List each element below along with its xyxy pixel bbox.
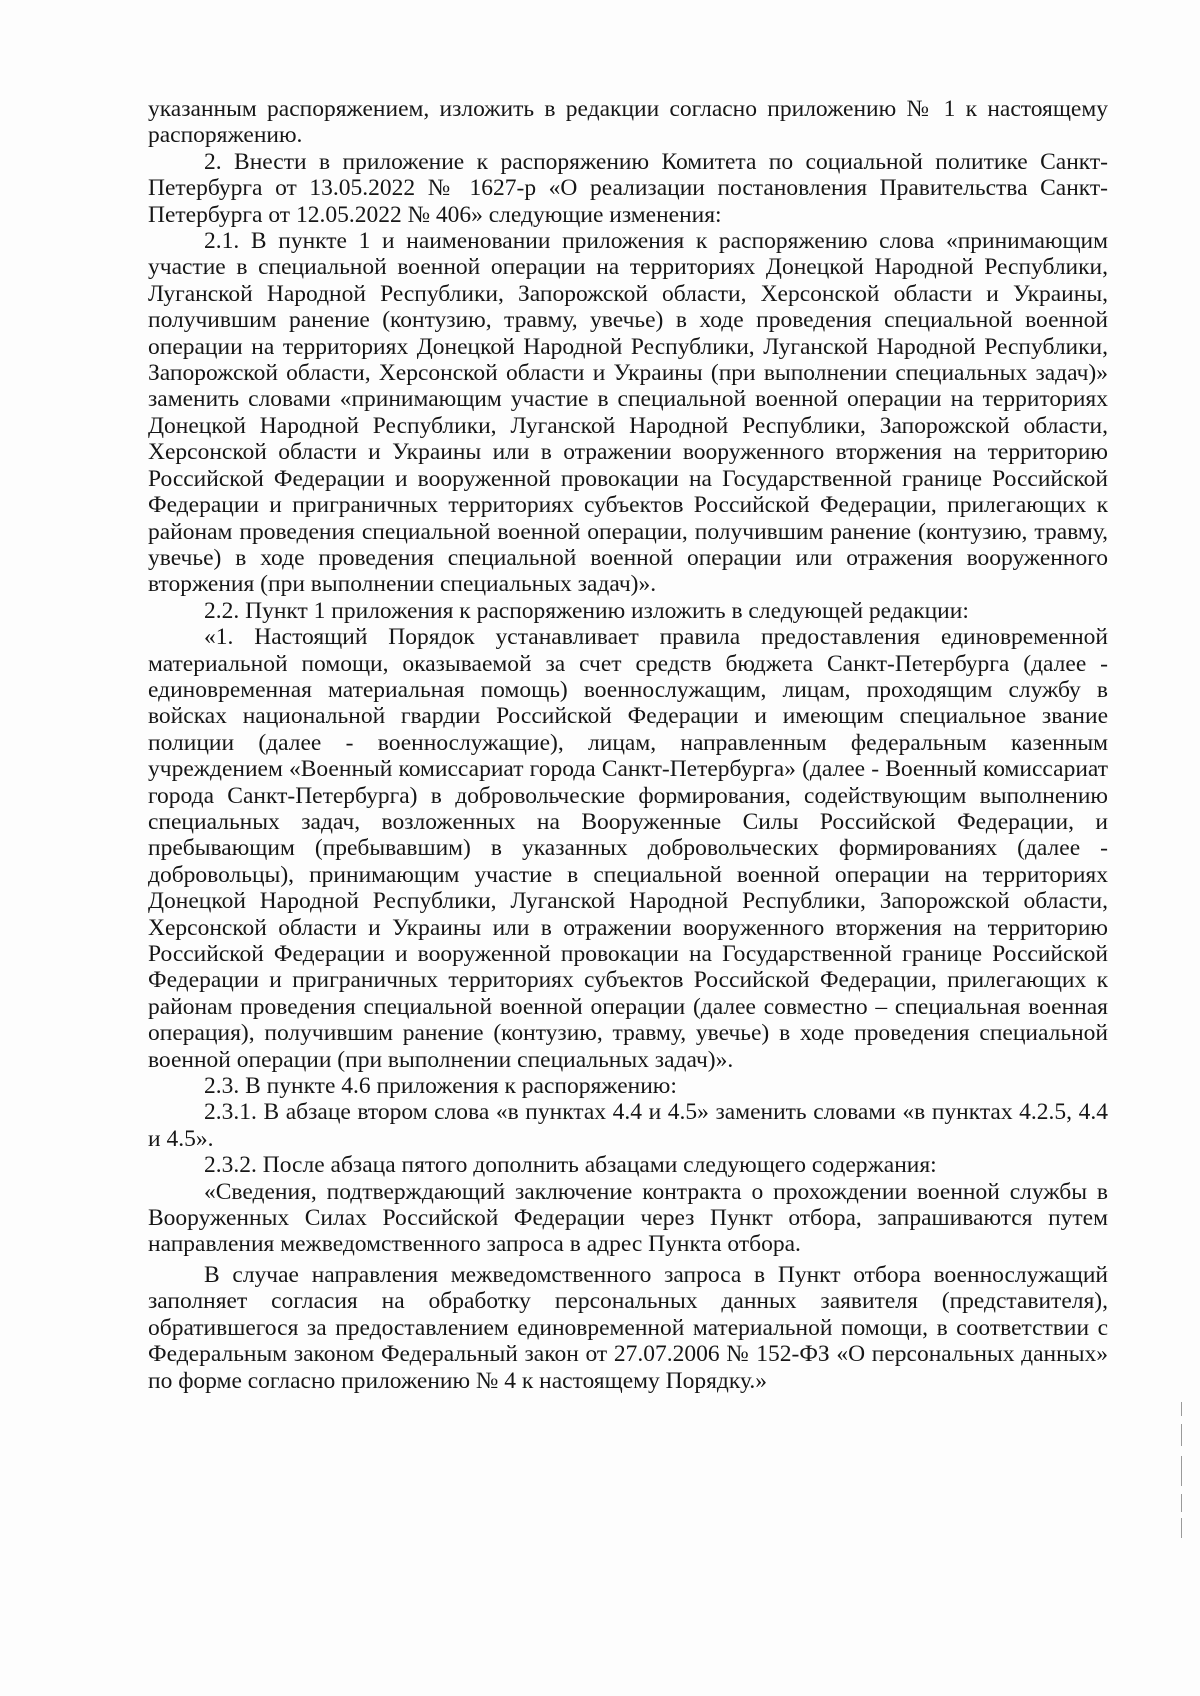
paragraph-item-2-3-1: 2.3.1. В абзаце втором слова «в пунктах 4.4 и 4.5» заменить словами «в пунктах 4.2.5, 4.4 и 4.5». xyxy=(148,1099,1108,1152)
scan-edge-mark xyxy=(1181,1494,1182,1512)
paragraph-item-2-1: 2.1. В пункте 1 и наименовании приложения к распоряжению слова «принимающим участие в специальной военной операции на территориях Донецкой Народной Республики, Луганской Народной Республики, Запорожской области, Херсонской области и Украины, получившим ранение (контузию, травму, увечье) в ходе проведения специальной военной операции на территориях Донецкой Народной Республики, Луганской Народной Республики, Запорожской области, Херсонской области и Украины (при выполнении специальных задач)» заменить словами «принимающим участие в специальной военной операции на территориях Донецкой Народной Республики, Луганской Народной Республики, Запорожской области, Херсонской области и Украины или в отражении вооруженного вторжения на территорию Российской Федерации и вооруженной провокации на Государственной границе Российской Федерации и приграничных территориях субъектов Российской Федерации, прилегающих к районам проведения специальной военной операции, получившим ранение (контузию, травму, увечье) в ходе проведения специальной военной операции или отражения вооруженного вторжения (при выполнении специальных задач)». xyxy=(148,228,1108,598)
paragraph-item-2-3-2: 2.3.2. После абзаца пятого дополнить абзацами следующего содержания: xyxy=(204,1152,937,1179)
paragraph-quoted-item-1: «1. Настоящий Порядок устанавливает правила предоставления единовременной материальной помощи, оказываемой за счет средств бюджета Санкт-Петербурга (далее - единовременная материальная помощь) военнослужащим, лицам, проходящим службу в войсках национальной гвардии Российской Федерации и имеющим специальное звание полиции (далее - военнослужащие), лицам, направленным федеральным казенным учреждением «Военный комиссариат города Санкт-Петербурга» (далее - Военный комиссариат города Санкт-Петербурга) в добровольческие формирования, содействующим выполнению специальных задач, возложенных на Вооруженные Силы Российской Федерации, и пребывающим (пребывавшим) в указанных добровольческих формированиях (далее - добровольцы), принимающим участие в специальной военной операции на территориях Донецкой Народной Республики, Луганской Народной Республики, Запорожской области, Херсонской области и Украины или в отражении вооруженного вторжения на территорию Российской Федерации и вооруженной провокации на Государственной границе Российской Федерации и приграничных территориях субъектов Российской Федерации, прилегающих к районам проведения специальной военной операции (далее совместно – специальная военная операция), получившим ранение (контузию, травму, увечье) в ходе проведения специальной военной операции (при выполнении специальных задач)». xyxy=(148,624,1108,1073)
document-body xyxy=(148,96,1108,1394)
scan-edge-mark xyxy=(1181,1424,1182,1446)
paragraph-continuation: указанным распоряжением, изложить в редакции согласно приложению № 1 к настоящему распоряжению. xyxy=(148,96,1108,149)
scan-edge-mark xyxy=(1181,1456,1182,1486)
paragraph-quoted-request: В случае направления межведомственного запроса в Пункт отбора военнослужащий заполняет согласия на обработку персональных данных заявителя (представителя), обратившегося за предоставлением единовременной материальной помощи, в соответствии с Федеральным законом Федеральный закон от 27.07.2006 № 152-ФЗ «О персональных данных» по форме согласно приложению № 4 к настоящему Порядку.» xyxy=(148,1261,1108,1394)
paragraph-item-2-3: 2.3. В пункте 4.6 приложения к распоряжению: xyxy=(204,1073,677,1100)
paragraph-quoted-info: «Сведения, подтверждающий заключение контракта о прохождении военной службы в Вооруженных Силах Российской Федерации через Пункт отбора, запрашиваются путем направления межведомственного запроса в адрес Пункта отбора. xyxy=(148,1178,1108,1258)
paragraph-item-2: 2. Внести в приложение к распоряжению Комитета по социальной политике Санкт-Петербурга от 13.05.2022 № 1627-р «О реализации постановления Правительства Санкт-Петербурга от 12.05.2022 № 406» следующие изменения: xyxy=(148,148,1108,228)
scan-edge-mark xyxy=(1181,1402,1182,1416)
scan-edge-mark xyxy=(1181,1518,1182,1538)
paragraph-item-2-2: 2.2. Пункт 1 приложения к распоряжению изложить в следующей редакции: xyxy=(204,597,969,624)
